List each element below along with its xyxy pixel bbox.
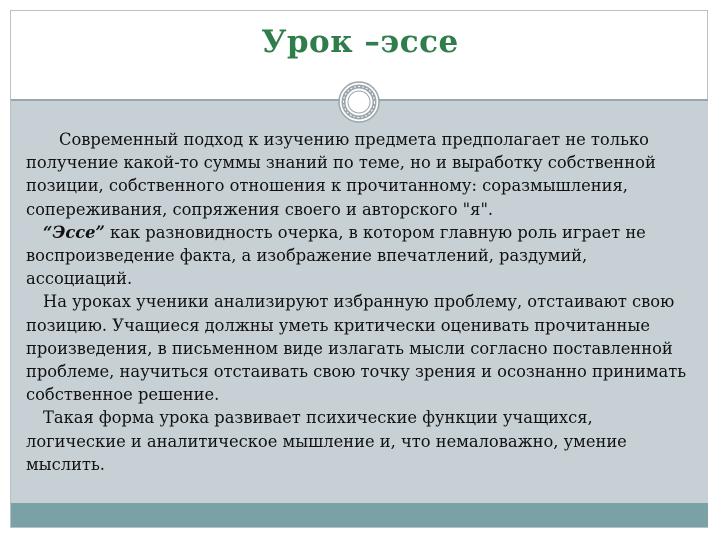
paragraph-2 [26, 221, 696, 291]
bottom-bar [11, 503, 708, 527]
slide-title: Урок –эссе [261, 24, 459, 60]
paragraph-1 [26, 128, 696, 221]
ring-emblem-icon [337, 80, 381, 124]
paragraph-3-text: На уроках ученики анализируют избранную проблему, отстаивают свою позицию. Учащиеся должны уметь критически оценивать прочитанные произведения, в письменном виде излагать мысли согласно поставленной проблеме, научиться отстаивать свою точку зрения и осознанно принимать собственное решение. [26, 292, 687, 405]
paragraph-2-text: как разновидность очерка, в котором главную роль играет не воспроизведение факта, а изображение впечатлений, раздумий, ассоциаций. [26, 222, 646, 289]
essay-term: “Эссе” [43, 222, 105, 242]
paragraph-4 [26, 406, 696, 476]
paragraph-1-text: Современный подход к изучению предмета предполагает не только получение какой-то суммы знаний по теме, но и выработку собственной позиции, собственного отношения к прочитанному: соразмышления, сопереживания, сопряжения своего и авторского "я". [26, 130, 656, 219]
paragraph-3 [26, 290, 696, 406]
body-text [26, 128, 696, 476]
paragraph-4-text: Такая форма урока развивает психические функции учащихся, логические и аналитическое мышление и, что немаловажно, умение мыслить. [26, 408, 627, 474]
